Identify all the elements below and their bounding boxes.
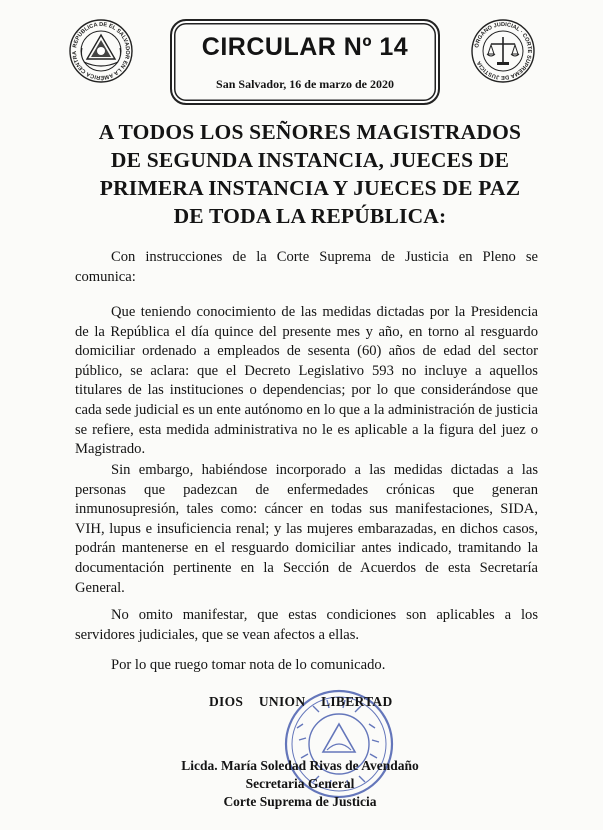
signatory-position: Secretaria General	[245, 776, 355, 791]
addressee-line: DE SEGUNDA INSTANCIA, JUECES DE	[110, 148, 510, 172]
addressee-line: DE TODA LA REPÚBLICA:	[173, 204, 447, 228]
motto: DIOS UNION LIBERTAD	[209, 694, 393, 709]
body-paragraph: Que teniendo conocimiento de las medidas dictadas por la Presidencia de la República el día quince del presente mes y año, en torno al resguardo domiciliar ordenado a empleados de sesenta (60) años de edad del sector público, se aclara: que el Decreto Legislativo 593 no incluye a aquellos titulares de las instituciones o dependencias; por lo que considerándose que cada sede judicial es un ente autónomo en lo que a la administración de justicia se refiere, esta medida administrativa no le es aplicable a la figura del juez o Magistrado.	[75, 304, 538, 458]
organo-judicial-seal-icon	[470, 18, 536, 84]
body-paragraph: Sin embargo, habiéndose incorporado a las medidas dictadas a las personas que padezcan de enfermedades crónicas que generan inmunosupresión, tales como: cáncer en todas sus manifestaciones, SIDA, VIH, lupus e insuficiencia renal; y las mujeres embarazadas, en dichos casos, podrán mantenerse en el resguardo domiciliar antes indicado, tramitando la documentación pertinente en la Sección de Acuerdos de esta Secretaría General.	[75, 462, 538, 596]
signatory-name: Licda. María Soledad Rivas de Avendaño	[181, 758, 419, 773]
circular-date: San Salvador, 16 de marzo de 2020	[216, 77, 394, 91]
circular-header-box	[170, 19, 440, 105]
svg-text:REPÚBLICA DE EL SALVADOR EN LA: REPÚBLICA DE EL SALVADOR EN LA AMÉRICA CENTRA	[71, 21, 131, 81]
circular-title: CIRCULAR Nº 14	[201, 33, 409, 61]
addressee-heading	[70, 118, 550, 230]
el-salvador-coat-of-arms-seal-icon	[68, 18, 134, 84]
body-paragraph: Por lo que ruego tomar nota de lo comunicado.	[111, 657, 386, 673]
signatory-institution: Corte Suprema de Justicia	[223, 794, 377, 809]
svg-text:ÓRGANO JUDICIAL · CORTE SUPREM: ÓRGANO JUDICIAL · CORTE SUPREMA DE JUSTICIA	[474, 21, 533, 81]
body-paragraph: No omito manifestar, que estas condiciones son aplicables a los servidores judiciales, que se vean afectos a ellas.	[75, 607, 538, 643]
addressee-line: PRIMERA INSTANCIA Y JUECES DE PAZ	[99, 176, 521, 200]
body-paragraph: Con instrucciones de la Corte Suprema de Justicia en Pleno se comunica:	[75, 249, 538, 285]
addressee-line: A TODOS LOS SEÑORES MAGISTRADOS	[98, 120, 522, 144]
